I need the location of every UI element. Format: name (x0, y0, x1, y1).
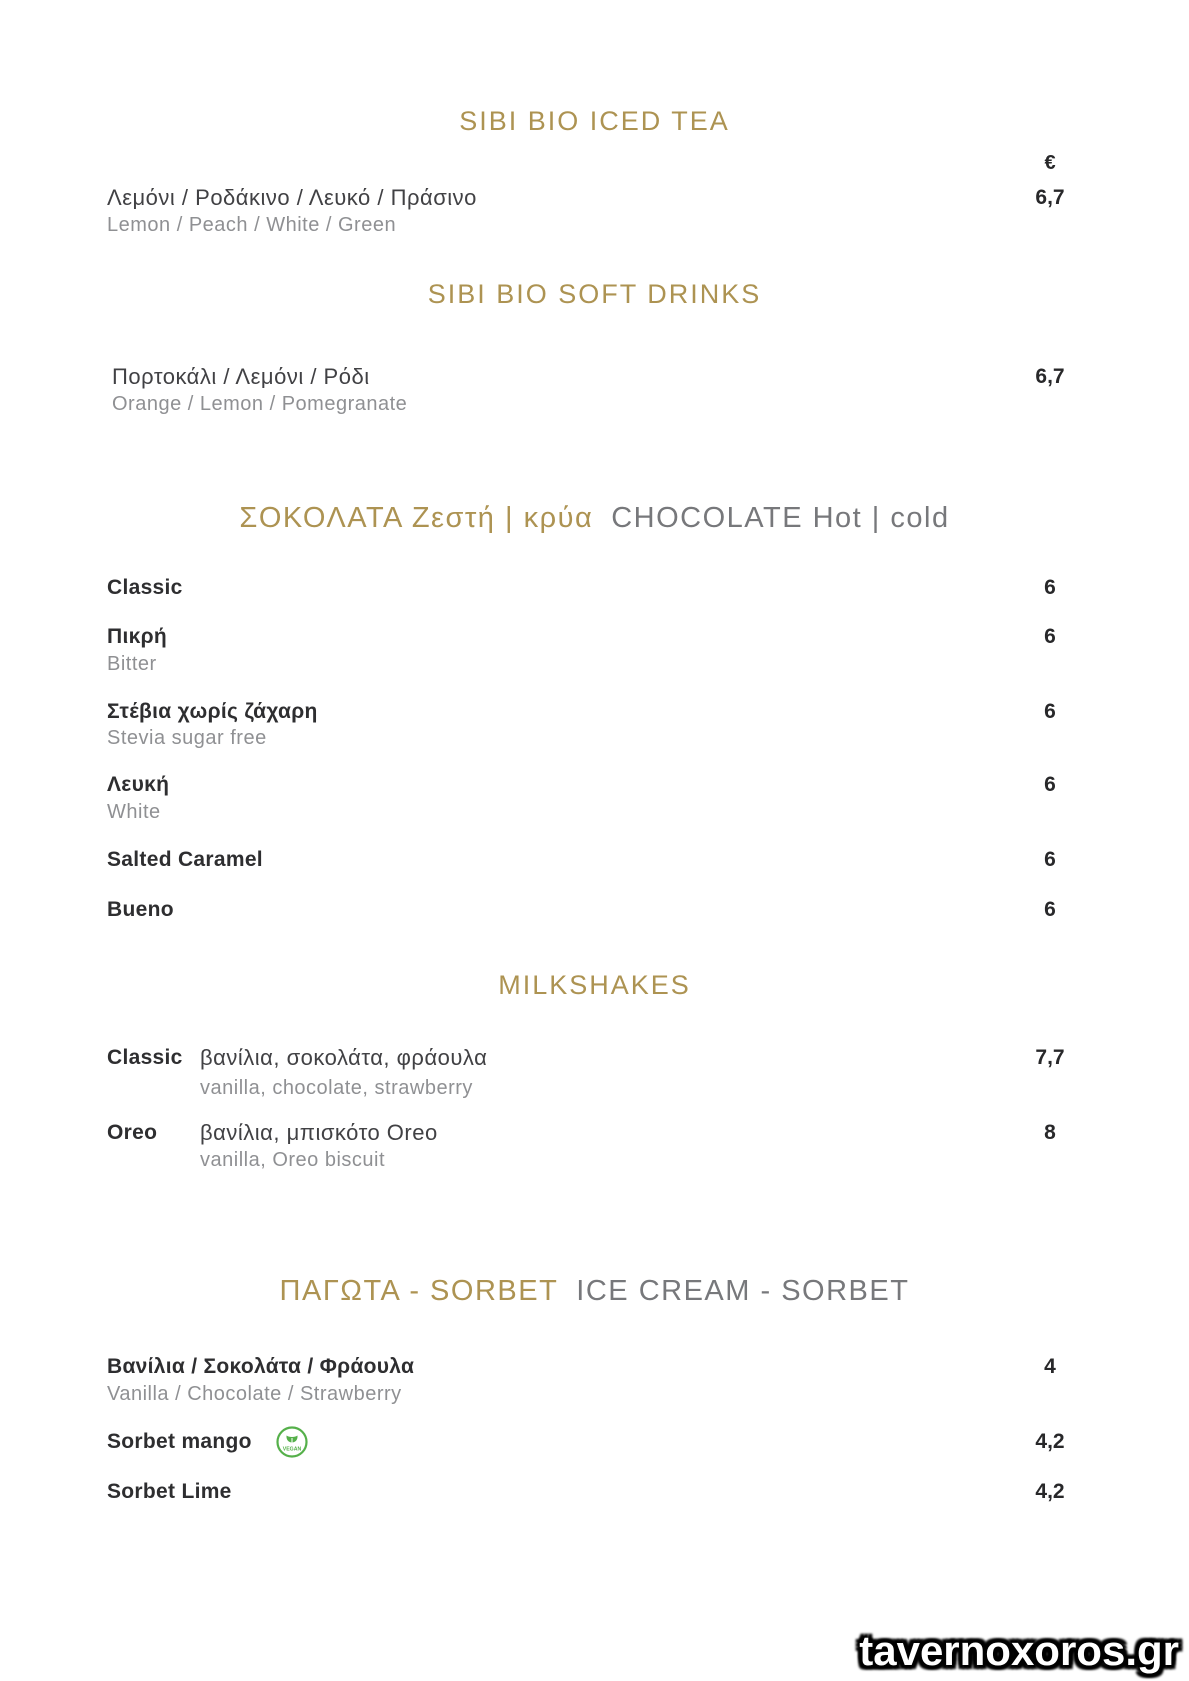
section-title-soft-drinks: SIBI BIO SOFT DRINKS (427, 279, 762, 309)
iced-tea-item-english: Lemon / Peach / White / Green (107, 214, 397, 236)
chocolate-item-bitter-price: 6 (1044, 625, 1056, 648)
soft-drinks-item-greek: Πορτοκάλι / Λεμόνι / Ρόδι (112, 364, 370, 389)
sorbet-mango-name: Sorbet mango (107, 1430, 252, 1453)
vegan-icon-label: VEGAN (282, 1446, 302, 1453)
iced-tea-item-greek: Λεμόνι / Ροδάκινο / Λευκό / Πράσινο (107, 185, 477, 210)
milkshake-classic-name: Classic (107, 1046, 183, 1069)
milkshake-classic-price: 7,7 (1035, 1046, 1065, 1069)
chocolate-item-stevia-price: 6 (1044, 700, 1056, 723)
chocolate-item-white-price: 6 (1044, 773, 1056, 796)
chocolate-item-salted-caramel-price: 6 (1044, 848, 1056, 871)
milkshake-oreo-name: Oreo (107, 1121, 158, 1144)
chocolate-item-white: Λευκή (107, 773, 170, 796)
chocolate-item-classic: Classic (107, 576, 183, 599)
sorbet-lime-name: Sorbet Lime (107, 1480, 232, 1503)
milkshake-oreo-desc-greek: βανίλια, μπισκότο Oreo (200, 1120, 438, 1145)
chocolate-item-salted-caramel: Salted Caramel (107, 848, 263, 871)
currency-header: € (1044, 152, 1056, 174)
chocolate-item-classic-price: 6 (1044, 576, 1056, 599)
iced-tea-price: 6,7 (1035, 186, 1065, 209)
vegan-icon (276, 1426, 308, 1458)
milkshake-oreo-price: 8 (1044, 1121, 1056, 1144)
ice-cream-flavors-english: Vanilla / Chocolate / Strawberry (107, 1383, 402, 1405)
sorbet-mango-price: 4,2 (1035, 1430, 1065, 1453)
ice-cream-title-greek: ΠΑΓΩΤΑ - SORBET (279, 1275, 559, 1307)
chocolate-item-bueno-price: 6 (1044, 898, 1056, 921)
section-title-iced-tea: SIBI BIO ICED TEA (459, 106, 730, 136)
watermark-site-logo: tavernoxoros.gr (859, 1627, 1179, 1674)
ice-cream-flavors-price: 4 (1044, 1355, 1056, 1378)
chocolate-item-bueno: Bueno (107, 898, 174, 921)
sorbet-lime-price: 4,2 (1035, 1480, 1065, 1503)
milkshake-classic-desc-greek: βανίλια, σοκολάτα, φράουλα (200, 1045, 488, 1070)
milkshake-classic-desc-english: vanilla, chocolate, strawberry (200, 1077, 473, 1099)
soft-drinks-price: 6,7 (1035, 365, 1065, 388)
chocolate-item-stevia-english: Stevia sugar free (107, 727, 267, 749)
milkshake-oreo-desc-english: vanilla, Oreo biscuit (200, 1149, 386, 1171)
ice-cream-title-english: ICE CREAM - SORBET (576, 1275, 910, 1307)
chocolate-item-bitter: Πικρή (107, 625, 168, 648)
ice-cream-flavors-greek: Βανίλια / Σοκολάτα / Φράουλα (107, 1355, 415, 1378)
chocolate-title-english: CHOCOLATE Hot | cold (611, 502, 950, 534)
section-title-milkshakes: MILKSHAKES (498, 970, 691, 1000)
chocolate-item-white-english: White (107, 801, 161, 823)
chocolate-item-stevia: Στέβια χωρίς ζάχαρη (107, 700, 318, 723)
soft-drinks-item-english: Orange / Lemon / Pomegranate (112, 393, 408, 415)
chocolate-item-bitter-english: Bitter (107, 653, 157, 675)
section-title-chocolate (0, 501, 1189, 535)
chocolate-title-greek: ΣΟΚΟΛΑΤΑ Ζεστή | κρύα (239, 502, 594, 534)
section-title-ice-cream (0, 1274, 1189, 1308)
